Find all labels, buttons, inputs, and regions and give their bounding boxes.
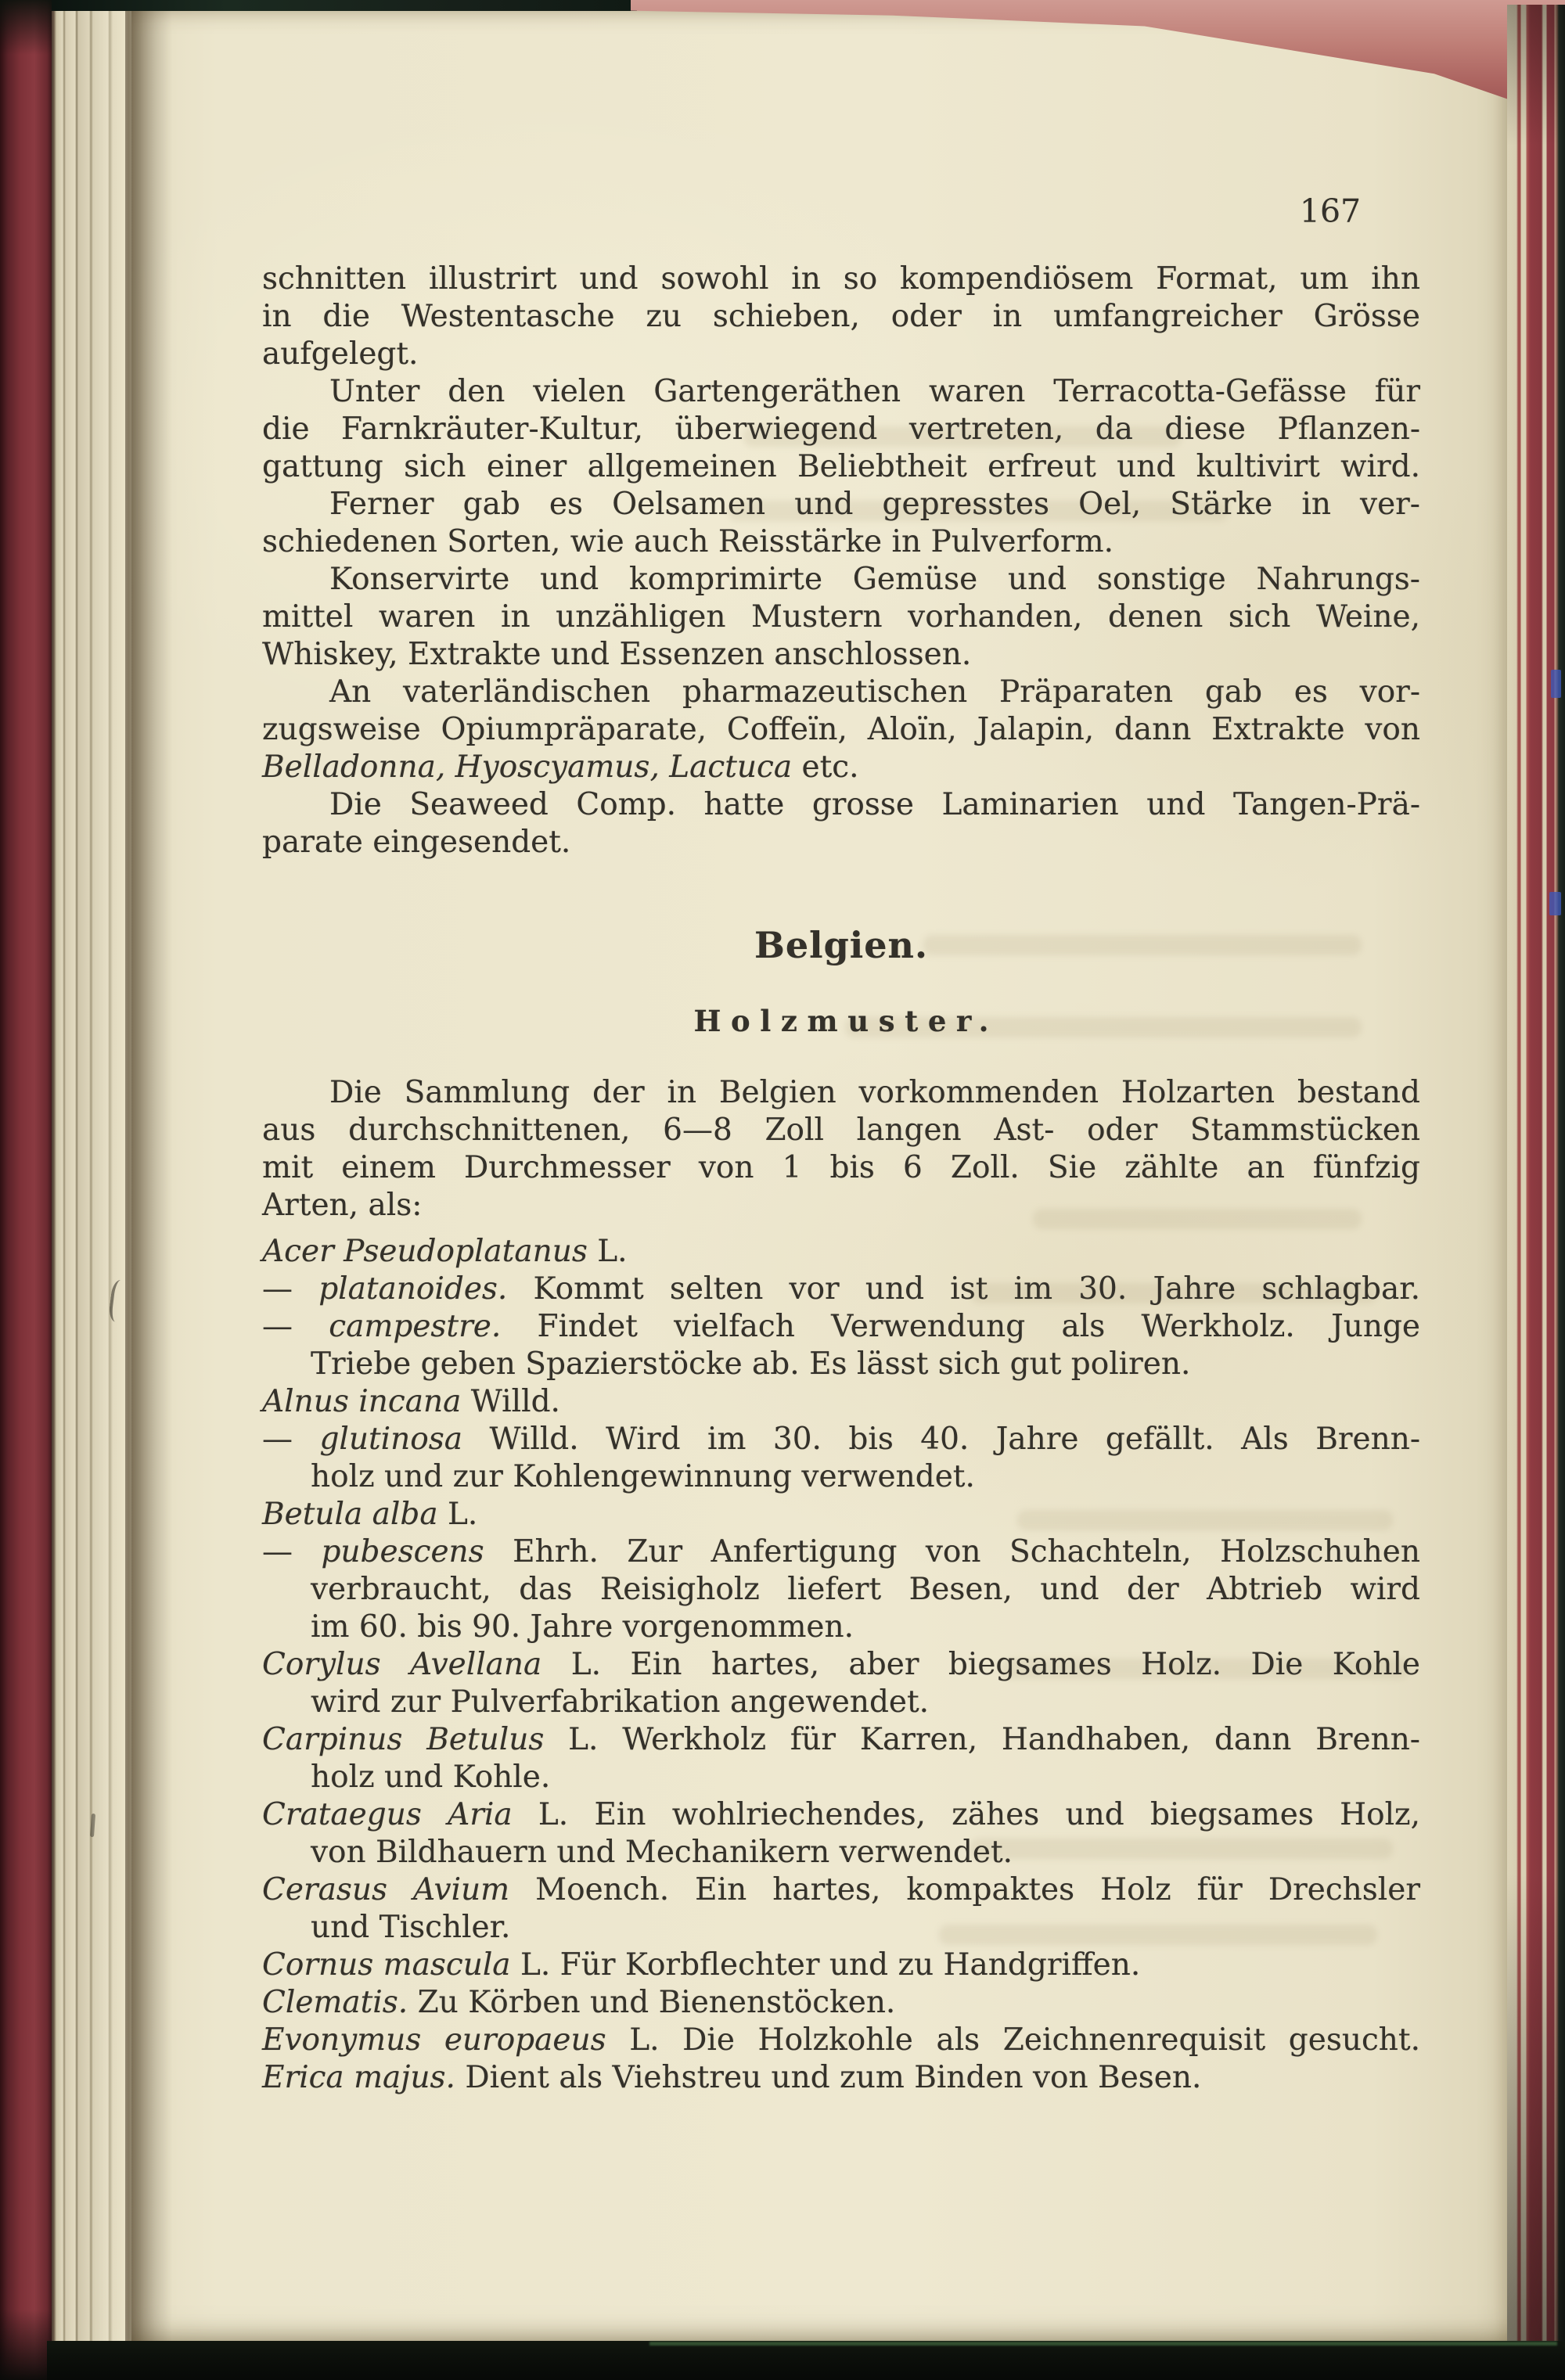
text-line (262, 1721, 1420, 1759)
text-segment: — (262, 1422, 320, 1457)
text-segment: Willd. (470, 1384, 560, 1419)
species-list-item (262, 1721, 1420, 1796)
text-line (262, 261, 1420, 298)
text-line (262, 674, 1420, 711)
text-segment: wird zur Pulverfabrikation angewendet. (311, 1684, 930, 1720)
species-name-italic: glutinosa (319, 1422, 463, 1457)
page-edges-left (52, 0, 133, 2344)
text-line (262, 411, 1420, 448)
text-line (262, 1496, 1420, 1533)
page-edges-right (1507, 5, 1565, 2341)
species-name-italic: Crataegus Aria (262, 1797, 538, 1832)
text-segment: L. Die Holzkohle als Zeichnenrequisit gesucht. (629, 2022, 1420, 2058)
text-line (262, 561, 1420, 599)
body-paragraphs (262, 261, 1420, 861)
section-subheading: Holzmuster. (693, 1004, 999, 1038)
text-segment: Zu Körben und Bienenstöcken. (408, 1985, 896, 2020)
species-list-item (262, 1871, 1420, 1947)
text-line (262, 1187, 1420, 1224)
text-segment: Moench. Ein hartes, kompaktes Holz für Drechsler (535, 1872, 1420, 1907)
text-segment: die Farnkräuter-Kultur, überwiegend vertreten, da diese Pflanzen- (262, 412, 1420, 447)
paragraph (262, 786, 1420, 861)
species-name-italic: Belladonna, Hyoscyamus, Lactuca (262, 750, 793, 785)
text-segment: Die Seaweed Comp. hatte grosse Laminarien und Tangen-Prä- (329, 787, 1420, 822)
species-name-italic: Evonymus europaeus (262, 2022, 630, 2058)
text-line (262, 448, 1420, 486)
text-line (262, 2022, 1420, 2059)
species-name-italic: Carpinus Betulus (262, 1722, 569, 1757)
text-line (262, 2059, 1420, 2097)
species-list-item (262, 1271, 1420, 1308)
blue-ink-mark (1551, 670, 1561, 698)
paragraph (262, 373, 1420, 486)
text-segment: Willd. Wird im 30. bis 40. Jahre gefällt. Als Brenn- (462, 1422, 1420, 1457)
species-list-item (262, 1984, 1420, 2022)
species-name-italic: platanoides. (318, 1271, 508, 1307)
text-line (262, 1834, 1420, 1871)
page-number: 167 (1299, 192, 1362, 230)
text-line (262, 1947, 1420, 1984)
text-line (262, 1112, 1420, 1149)
species-name-italic: Cornus mascula (262, 1947, 520, 1983)
species-list-item (262, 1646, 1420, 1721)
text-line (262, 1346, 1420, 1383)
text-line (262, 711, 1420, 749)
paragraph (262, 486, 1420, 561)
text-line (262, 486, 1420, 523)
text-line (262, 1796, 1420, 1834)
text-segment: mit einem Durchmesser von 1 bis 6 Zoll. Sie zählte an fünfzig (262, 1150, 1420, 1185)
intro-paragraph (262, 1074, 1420, 1224)
text-segment: An vaterländischen pharmazeutischen Präparaten gab es vor- (329, 674, 1420, 710)
species-list-item (262, 2059, 1420, 2097)
text-segment: Triebe geben Spazierstöcke ab. Es lässt sich gut poliren. (311, 1346, 1191, 1382)
species-list-item (262, 1383, 1420, 1421)
text-segment: Ferner gab es Oelsamen und gepresstes Oel, Stärke in ver- (329, 487, 1420, 522)
text-segment: L. Für Korbflechter und zu Handgriffen. (520, 1947, 1141, 1983)
text-line (262, 786, 1420, 824)
text-line (262, 1233, 1420, 1271)
species-list-item (262, 1496, 1420, 1533)
text-segment: — (262, 1534, 322, 1569)
text-line (262, 599, 1420, 636)
paragraph (262, 261, 1420, 373)
species-list-item (262, 2022, 1420, 2059)
text-segment: holz und Kohle. (311, 1760, 551, 1795)
text-segment: Dient als Viehstreu und zum Binden von Besen. (455, 2060, 1202, 2095)
text-segment: L. Werkholz für Karren, Handhaben, dann Brenn- (568, 1722, 1420, 1757)
species-list-item (262, 1308, 1420, 1383)
text-line (262, 1684, 1420, 1721)
text-line (262, 1533, 1420, 1571)
text-segment: schnitten illustrirt und sowohl in so kompendiösem Format, um ihn (262, 261, 1420, 297)
text-segment: Ehrh. Zur Anfertigung von Schachteln, Holzschuhen (484, 1534, 1420, 1569)
text-line (262, 1609, 1420, 1646)
text-segment: von Bildhauern und Mechanikern verwendet. (311, 1835, 1013, 1870)
species-list-item (262, 1947, 1420, 1984)
text-line (262, 1308, 1420, 1346)
species-list-item (262, 1421, 1420, 1496)
text-segment: gattung sich einer allgemeinen Beliebtheit erfreut und kultivirt wird. (262, 449, 1420, 484)
text-line (262, 1458, 1420, 1496)
species-name-italic: Alnus incana (262, 1384, 471, 1419)
text-line (262, 636, 1420, 674)
species-list-item (262, 1233, 1420, 1271)
text-segment: mittel waren in unzähligen Mustern vorhanden, denen sich Weine, (262, 599, 1420, 635)
species-list (262, 1233, 1420, 2097)
species-name-italic: Acer Pseudoplatanus (262, 1234, 598, 1269)
text-segment: — (262, 1271, 319, 1307)
paragraph (262, 674, 1420, 786)
species-name-italic: Erica majus. (262, 2060, 455, 2095)
book-spine-cover (0, 0, 52, 2380)
species-list-item (262, 1796, 1420, 1871)
text-segment: L. (448, 1497, 478, 1532)
species-name-italic: Cerasus Avium (262, 1872, 536, 1907)
text-segment: Unter den vielen Gartengeräthen waren Terracotta-Gefässe für (329, 374, 1420, 409)
cover-top-edge (52, 0, 637, 11)
text-line (262, 298, 1420, 336)
text-segment: etc. (792, 750, 859, 785)
text-column (262, 261, 1420, 2097)
text-line (262, 1149, 1420, 1187)
text-segment: im 60. bis 90. Jahre vorgenommen. (311, 1609, 854, 1645)
text-segment: L. Ein hartes, aber biegsames Holz. Die Kohle (570, 1647, 1420, 1682)
text-line (262, 1759, 1420, 1796)
text-segment: verbraucht, das Reisigholz liefert Besen, und der Abtrieb wird (311, 1572, 1420, 1607)
text-line (262, 824, 1420, 861)
text-segment: Arten, als: (262, 1188, 423, 1223)
species-list-item (262, 1533, 1420, 1646)
text-line (262, 1984, 1420, 2022)
text-line (262, 1871, 1420, 1909)
text-segment: und Tischler. (311, 1910, 511, 1945)
text-line (262, 1271, 1420, 1308)
species-name-italic: pubescens (321, 1534, 484, 1569)
text-segment: Whiskey, Extrakte und Essenzen anschlossen. (262, 637, 972, 672)
text-line (262, 336, 1420, 373)
text-segment: schiedenen Sorten, wie auch Reisstärke in Pulverform. (262, 524, 1113, 559)
cover-bottom-highlight (649, 2342, 1557, 2346)
text-line (262, 373, 1420, 411)
species-name-italic: Corylus Avellana (262, 1647, 571, 1682)
text-segment: Findet vielfach Verwendung als Werkholz. Junge (501, 1309, 1420, 1344)
text-segment: parate eingesendet. (262, 825, 571, 860)
book-page (131, 8, 1509, 2343)
text-segment: aus durchschnittenen, 6—8 Zoll langen Ast- oder Stammstücken (262, 1113, 1420, 1148)
text-line (262, 1571, 1420, 1609)
cover-bottom-edge (47, 2341, 1565, 2380)
species-name-italic: Clematis. (262, 1985, 408, 2020)
text-line (262, 523, 1420, 561)
text-line (262, 749, 1420, 786)
text-segment: zugsweise Opiumpräparate, Coffeïn, Aloïn, Jalapin, dann Extrakte von (262, 712, 1420, 747)
text-segment: L. (597, 1234, 628, 1269)
text-segment: — (262, 1309, 329, 1344)
text-segment: Die Sammlung der in Belgien vorkommenden Holzarten bestand (329, 1075, 1420, 1110)
text-line (262, 1909, 1420, 1947)
text-segment: L. Ein wohlriechendes, zähes und biegsames Holz, (538, 1797, 1420, 1832)
text-line (262, 1421, 1420, 1458)
text-segment: Konservirte und komprimirte Gemüse und sonstige Nahrungs- (329, 562, 1420, 597)
text-segment: Kommt selten vor und ist im 30. Jahre schlagbar. (507, 1271, 1420, 1307)
text-segment: holz und zur Kohlengewinnung verwendet. (311, 1459, 975, 1494)
species-name-italic: campestre. (329, 1309, 502, 1344)
species-name-italic: Betula alba (262, 1497, 448, 1532)
section-heading: Belgien. (754, 924, 928, 966)
text-line (262, 1383, 1420, 1421)
text-segment: aufgelegt. (262, 336, 419, 372)
blue-ink-mark (1549, 892, 1561, 915)
text-segment: in die Westentasche zu schieben, oder in umfangreicher Grösse (262, 299, 1420, 334)
paragraph (262, 561, 1420, 674)
text-line (262, 1074, 1420, 1112)
text-line (262, 1646, 1420, 1684)
